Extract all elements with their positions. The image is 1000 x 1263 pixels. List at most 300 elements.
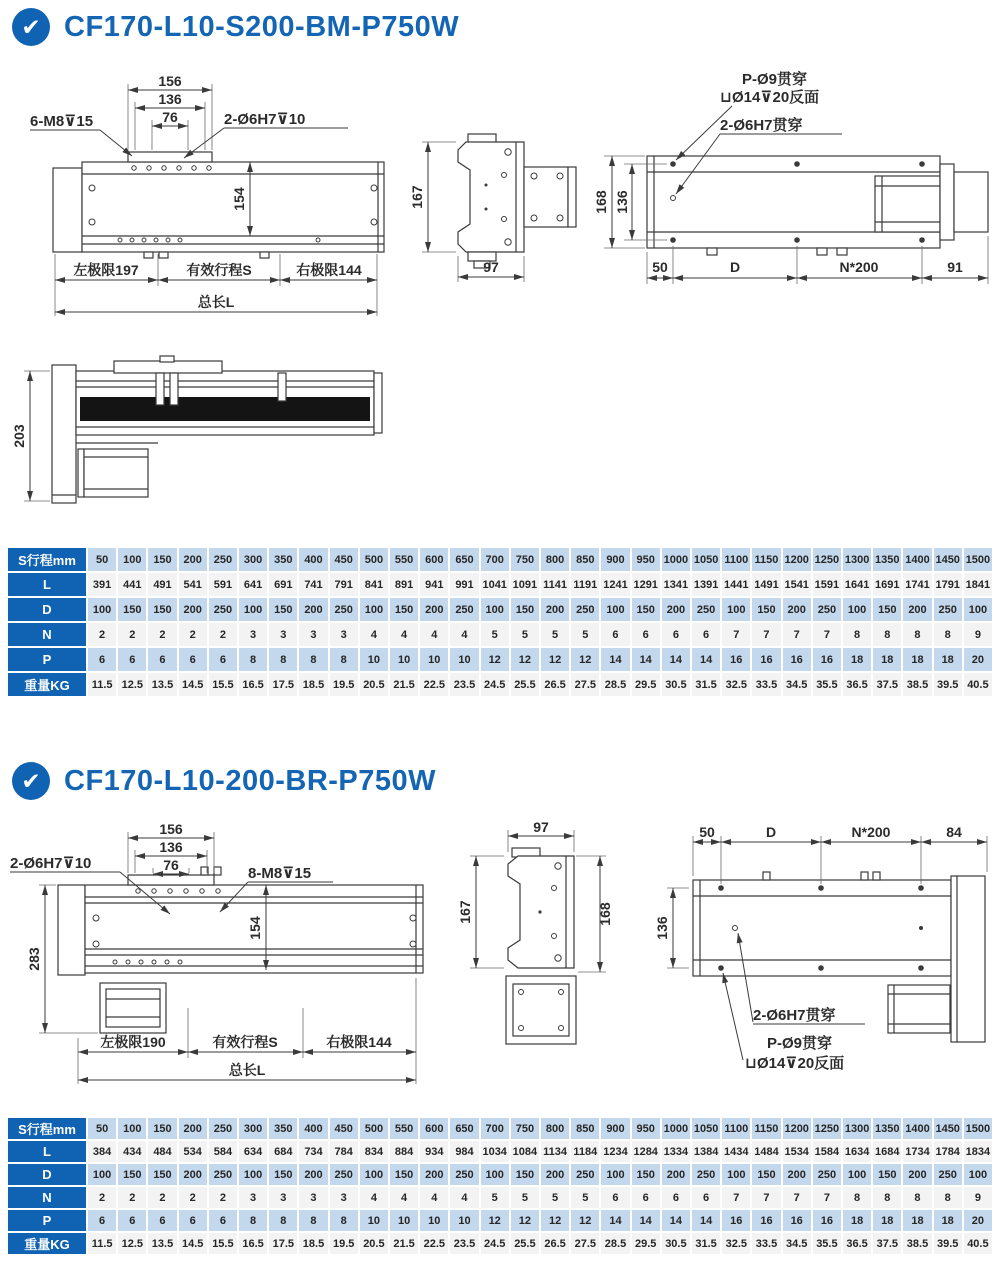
cell: 16 [783, 648, 811, 671]
cell: 150 [269, 598, 297, 621]
cell: 32.5 [722, 1233, 750, 1254]
table-row [8, 673, 992, 696]
cell: 550 [390, 548, 418, 571]
cell: 5 [541, 623, 569, 646]
side-view-s1-dims [11, 371, 50, 501]
cell: 100 [88, 1164, 116, 1185]
cell: 150 [390, 1164, 418, 1185]
cell: 791 [330, 573, 358, 596]
cell: 20.5 [360, 673, 388, 696]
cell: 1050 [692, 548, 720, 571]
cell: 14.5 [179, 673, 207, 696]
cell: 22.5 [420, 673, 448, 696]
cell: 250 [571, 598, 599, 621]
dim-right-limit: 右极限144 [326, 1034, 392, 1050]
cell: 33.5 [752, 1233, 780, 1254]
cell: 100 [722, 598, 750, 621]
cell: 100 [601, 1164, 629, 1185]
cell: 14 [601, 648, 629, 671]
dim-156: 156 [158, 73, 182, 89]
cell: 33.5 [752, 673, 780, 696]
cell: 600 [420, 548, 448, 571]
cell: 484 [148, 1141, 176, 1162]
cell: 38.5 [903, 1233, 931, 1254]
dim-84: 84 [946, 824, 962, 840]
dim-154: 154 [247, 916, 263, 940]
cell: 18 [903, 648, 931, 671]
cell: 14 [662, 1210, 690, 1231]
cell: 1400 [903, 1118, 931, 1139]
label-2-o6h7-through: 2-Ø6H7贯穿 [753, 1007, 836, 1024]
cell: 3 [269, 623, 297, 646]
cell: 991 [450, 573, 478, 596]
cell: 1784 [934, 1141, 962, 1162]
dim-156: 156 [159, 821, 183, 837]
label-2-o6h7: 2-Ø6H7⊽10 [224, 111, 306, 128]
cell: 1441 [722, 573, 750, 596]
cell: 2 [88, 623, 116, 646]
cell: 5 [481, 1187, 509, 1208]
cell: 39.5 [934, 1233, 962, 1254]
table-row [8, 648, 992, 671]
end-view-s1-part [458, 134, 576, 268]
cell: 19.5 [330, 1233, 358, 1254]
cell: 841 [360, 573, 388, 596]
cell: 12 [541, 1210, 569, 1231]
cell: 941 [420, 573, 448, 596]
dim-136: 136 [159, 839, 183, 855]
cell: 14 [632, 648, 660, 671]
cell: 150 [632, 598, 660, 621]
cell: 18 [843, 648, 871, 671]
cell: 14 [601, 1210, 629, 1231]
cell: 1400 [903, 548, 931, 571]
cell: 8 [934, 623, 962, 646]
cell: 1534 [783, 1141, 811, 1162]
cell: 39.5 [934, 673, 962, 696]
cell: 150 [873, 598, 901, 621]
cell: 1100 [722, 1118, 750, 1139]
cell: 16 [752, 648, 780, 671]
cell: 8 [330, 648, 358, 671]
table-row [8, 573, 992, 596]
cell: 6 [601, 623, 629, 646]
cell: 21.5 [390, 673, 418, 696]
cell: 384 [88, 1141, 116, 1162]
cell: 200 [541, 598, 569, 621]
cell: 250 [209, 548, 237, 571]
cell: 8 [239, 1210, 267, 1231]
cell: 250 [692, 1164, 720, 1185]
cell: 4 [420, 1187, 448, 1208]
cell: 391 [88, 573, 116, 596]
cell: 1341 [662, 573, 690, 596]
cell: 950 [632, 548, 660, 571]
cell: 16 [722, 1210, 750, 1231]
cell: 600 [420, 1118, 448, 1139]
cell: 900 [601, 548, 629, 571]
cell: 100 [601, 598, 629, 621]
cell: 36.5 [843, 1233, 871, 1254]
cell: 27.5 [571, 673, 599, 696]
cell: 800 [541, 1118, 569, 1139]
spec-table-s2 [8, 1118, 992, 1256]
cell: 20.5 [360, 1233, 388, 1254]
cell: 35.5 [813, 673, 841, 696]
cell: 1450 [934, 1118, 962, 1139]
cell: 350 [269, 548, 297, 571]
cell: 1000 [662, 548, 690, 571]
cell: 350 [269, 1118, 297, 1139]
cell: 584 [209, 1141, 237, 1162]
cell: 1191 [571, 573, 599, 596]
cell: 7 [783, 1187, 811, 1208]
top-view-s1-part [647, 156, 988, 255]
cell: 37.5 [873, 1233, 901, 1254]
dim-D: D [729, 259, 741, 275]
cell: 1234 [601, 1141, 629, 1162]
cell: 250 [450, 598, 478, 621]
cell: 23.5 [450, 1233, 478, 1254]
cell: 16 [783, 1210, 811, 1231]
cell: 23.5 [450, 673, 478, 696]
cell: 11.5 [88, 673, 116, 696]
cell: 16.5 [239, 673, 267, 696]
cell: 3 [239, 623, 267, 646]
cell: 1391 [692, 573, 720, 596]
cell: 11.5 [88, 1233, 116, 1254]
cell: 850 [571, 548, 599, 571]
dim-168: 168 [597, 902, 613, 926]
dim-76: 76 [162, 109, 178, 125]
cell: 8 [269, 648, 297, 671]
cell: 1841 [964, 573, 992, 596]
cell: 18 [873, 1210, 901, 1231]
cell: 20 [964, 648, 992, 671]
table-row [8, 1187, 992, 1208]
cell: 200 [179, 548, 207, 571]
cell: 684 [269, 1141, 297, 1162]
cell: 784 [330, 1141, 358, 1162]
dim-50: 50 [699, 824, 715, 840]
dim-203: 203 [11, 424, 27, 448]
cell: 150 [752, 598, 780, 621]
cell: 4 [390, 623, 418, 646]
cell: 250 [209, 1118, 237, 1139]
cell: 1350 [873, 548, 901, 571]
cell: 6 [88, 1210, 116, 1231]
cell: 24.5 [481, 1233, 509, 1254]
cell: 35.5 [813, 1233, 841, 1254]
cell: 1541 [783, 573, 811, 596]
cell: 6 [118, 648, 146, 671]
cell: 8 [299, 648, 327, 671]
label-p9: P-Ø9贯穿 [742, 71, 808, 88]
cell: 19.5 [330, 673, 358, 696]
cell: 6 [632, 1187, 660, 1208]
dim-97: 97 [533, 819, 549, 835]
cell: 700 [481, 548, 509, 571]
cell: 16.5 [239, 1233, 267, 1254]
cell: 150 [511, 1164, 539, 1185]
cell: 18 [934, 648, 962, 671]
cell: 450 [330, 1118, 358, 1139]
cell: 7 [722, 623, 750, 646]
cell: 4 [360, 1187, 388, 1208]
cell: 36.5 [843, 673, 871, 696]
side-view-s1-part [52, 356, 382, 503]
cell: 17.5 [269, 1233, 297, 1254]
cell: 900 [601, 1118, 629, 1139]
cell: 6 [209, 648, 237, 671]
cell: 18 [873, 648, 901, 671]
label-counterbore: ⊔Ø14⊽20反面 [720, 89, 820, 106]
cell: 1200 [783, 1118, 811, 1139]
cell: 150 [873, 1164, 901, 1185]
cell: 5 [571, 623, 599, 646]
cell: 700 [481, 1118, 509, 1139]
cell: 3 [239, 1187, 267, 1208]
dim-n200: N*200 [839, 259, 879, 275]
cell: 2 [118, 1187, 146, 1208]
cell: 1000 [662, 1118, 690, 1139]
cell: 40.5 [964, 1233, 992, 1254]
cell: 14 [662, 648, 690, 671]
dim-total-length: 总长L [228, 1062, 266, 1078]
cell: 3 [330, 1187, 358, 1208]
cell: 1741 [903, 573, 931, 596]
cell: 5 [511, 1187, 539, 1208]
cell: 1634 [843, 1141, 871, 1162]
cell: 8 [843, 623, 871, 646]
cell: 1350 [873, 1118, 901, 1139]
row-header: 重量KG [8, 673, 86, 696]
cell: 13.5 [148, 1233, 176, 1254]
cell: 100 [964, 598, 992, 621]
cell: 1584 [813, 1141, 841, 1162]
cell: 1284 [632, 1141, 660, 1162]
cell: 200 [783, 598, 811, 621]
dim-136: 136 [614, 190, 630, 214]
label-6-m8: 6-M8⊽15 [30, 113, 94, 130]
cell: 25.5 [511, 1233, 539, 1254]
cell: 1684 [873, 1141, 901, 1162]
cell: 1250 [813, 548, 841, 571]
dim-stroke: 有效行程S [186, 262, 252, 278]
cell: 12 [481, 1210, 509, 1231]
cell: 2 [209, 1187, 237, 1208]
cell: 1291 [632, 573, 660, 596]
cell: 38.5 [903, 673, 931, 696]
cell: 250 [813, 1164, 841, 1185]
cell: 1691 [873, 573, 901, 596]
cell: 150 [148, 598, 176, 621]
cell: 25.5 [511, 673, 539, 696]
dim-136: 136 [158, 91, 182, 107]
dim-left-limit: 左极限190 [100, 1034, 166, 1050]
cell: 20 [964, 1210, 992, 1231]
cell: 4 [450, 1187, 478, 1208]
cell: 734 [299, 1141, 327, 1162]
row-header: D [8, 598, 86, 621]
cell: 691 [269, 573, 297, 596]
cell: 150 [148, 548, 176, 571]
spec-table-s1 [8, 548, 992, 698]
cell: 6 [632, 623, 660, 646]
cell: 100 [722, 1164, 750, 1185]
cell: 15.5 [209, 1233, 237, 1254]
top-view-s2-part [693, 872, 985, 1042]
cell: 741 [299, 573, 327, 596]
cell: 5 [511, 623, 539, 646]
dim-168: 168 [593, 190, 609, 214]
table-row [8, 1210, 992, 1231]
cell: 1300 [843, 548, 871, 571]
cell: 100 [481, 1164, 509, 1185]
front-view-s1-part [53, 152, 384, 258]
cell: 28.5 [601, 1233, 629, 1254]
cell: 3 [299, 623, 327, 646]
cell: 1250 [813, 1118, 841, 1139]
cell: 7 [752, 1187, 780, 1208]
cell: 16 [813, 1210, 841, 1231]
cell: 8 [239, 648, 267, 671]
label-2-o6h7-through: 2-Ø6H7贯穿 [720, 117, 803, 134]
section1-header [12, 8, 459, 46]
cell: 10 [450, 648, 478, 671]
cell: 5 [541, 1187, 569, 1208]
end-view-s2 [448, 820, 653, 1065]
row-header: D [8, 1164, 86, 1185]
cell: 3 [299, 1187, 327, 1208]
cell: 300 [239, 1118, 267, 1139]
cell: 150 [118, 1164, 146, 1185]
cell: 12 [511, 648, 539, 671]
cell: 534 [179, 1141, 207, 1162]
cell: 12.5 [118, 1233, 146, 1254]
cell: 250 [450, 1164, 478, 1185]
cell: 200 [299, 1164, 327, 1185]
cell: 6 [148, 1210, 176, 1231]
cell: 591 [209, 573, 237, 596]
cell: 250 [813, 598, 841, 621]
dim-D: D [765, 824, 777, 840]
dim-total-length: 总长L [197, 294, 235, 310]
cell: 250 [934, 598, 962, 621]
cell: 434 [118, 1141, 146, 1162]
cell: 26.5 [541, 1233, 569, 1254]
cell: 6 [601, 1187, 629, 1208]
cell: 100 [481, 598, 509, 621]
dim-n200: N*200 [851, 824, 891, 840]
cell: 18.5 [299, 1233, 327, 1254]
dim-97: 97 [483, 259, 499, 275]
row-header: N [8, 1187, 86, 1208]
cell: 1834 [964, 1141, 992, 1162]
dim-76: 76 [163, 857, 179, 873]
cell: 4 [420, 623, 448, 646]
cell: 7 [752, 623, 780, 646]
cell: 100 [88, 598, 116, 621]
cell: 12 [571, 648, 599, 671]
cell: 50 [88, 548, 116, 571]
cell: 8 [843, 1187, 871, 1208]
cell: 200 [179, 1164, 207, 1185]
cell: 50 [88, 1118, 116, 1139]
cell: 100 [843, 598, 871, 621]
cell: 1641 [843, 573, 871, 596]
dim-stroke: 有效行程S [212, 1034, 278, 1050]
table-row [8, 1164, 992, 1185]
cell: 1500 [964, 1118, 992, 1139]
cell: 18.5 [299, 673, 327, 696]
cell: 1100 [722, 548, 750, 571]
cell: 650 [450, 1118, 478, 1139]
top-view-s2 [645, 822, 997, 1074]
cell: 17.5 [269, 673, 297, 696]
cell: 3 [269, 1187, 297, 1208]
cell: 8 [873, 1187, 901, 1208]
cell: 34.5 [783, 673, 811, 696]
cell: 200 [662, 598, 690, 621]
cell: 200 [299, 598, 327, 621]
cell: 100 [118, 1118, 146, 1139]
cell: 150 [390, 598, 418, 621]
cell: 5 [571, 1187, 599, 1208]
dim-283: 283 [26, 947, 42, 971]
cell: 2 [148, 1187, 176, 1208]
dim-136: 136 [654, 916, 670, 940]
cell: 15.5 [209, 673, 237, 696]
cell: 7 [783, 623, 811, 646]
cell: 2 [209, 623, 237, 646]
cell: 200 [179, 1118, 207, 1139]
cell: 150 [269, 1164, 297, 1185]
cell: 750 [511, 1118, 539, 1139]
cell: 30.5 [662, 1233, 690, 1254]
cell: 1300 [843, 1118, 871, 1139]
cell: 1134 [541, 1141, 569, 1162]
cell: 22.5 [420, 1233, 448, 1254]
cell: 29.5 [632, 673, 660, 696]
cell: 8 [330, 1210, 358, 1231]
cell: 16 [813, 648, 841, 671]
cell: 12 [541, 648, 569, 671]
cell: 100 [843, 1164, 871, 1185]
cell: 9 [964, 623, 992, 646]
front-view-s1 [28, 68, 398, 338]
cell: 5 [481, 623, 509, 646]
table-row [8, 1233, 992, 1254]
dim-91: 91 [947, 259, 963, 275]
cell: 16 [752, 1210, 780, 1231]
cell: 1050 [692, 1118, 720, 1139]
section1-title: CF170-L10-S200-BM-P750W [64, 10, 460, 43]
cell: 834 [360, 1141, 388, 1162]
cell: 100 [118, 548, 146, 571]
cell: 641 [239, 573, 267, 596]
cell: 150 [148, 1164, 176, 1185]
cell: 500 [360, 1118, 388, 1139]
cell: 884 [390, 1141, 418, 1162]
cell: 1150 [752, 1118, 780, 1139]
cell: 2 [118, 623, 146, 646]
row-header: L [8, 573, 86, 596]
cell: 6 [662, 623, 690, 646]
cell: 1200 [783, 548, 811, 571]
dim-right-limit: 右极限144 [296, 262, 362, 278]
cell: 150 [148, 1118, 176, 1139]
